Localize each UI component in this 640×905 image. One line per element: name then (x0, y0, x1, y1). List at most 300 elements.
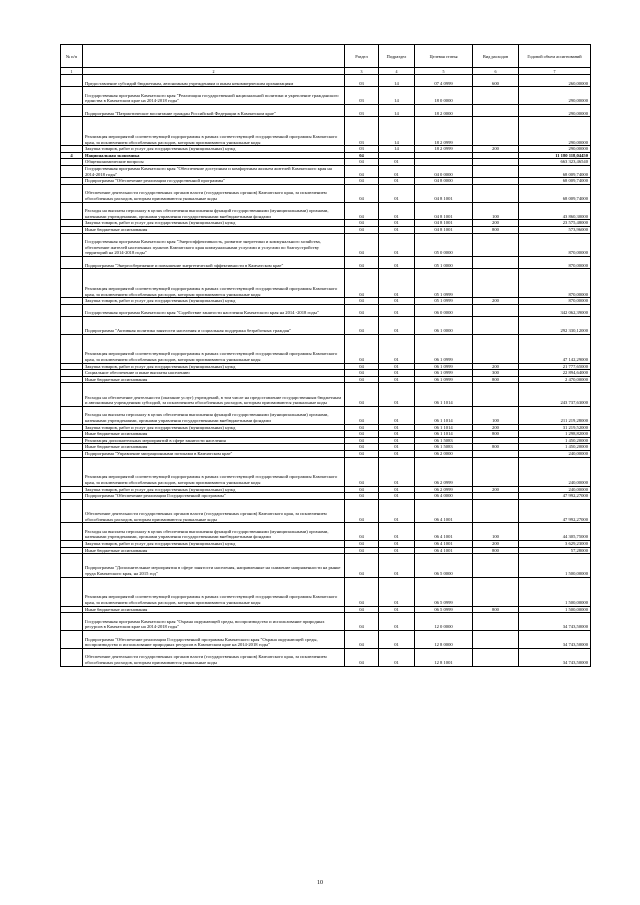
table-row (61, 370, 591, 377)
row-expense-type (473, 304, 519, 316)
row-expense-type: 200 (473, 298, 519, 305)
row-target-article: 18 0 0000 (415, 87, 473, 105)
row-name: Иные бюджетные ассигнования (83, 606, 345, 613)
row-number (61, 648, 83, 666)
row-section: 04 (345, 437, 379, 444)
row-amount: 870,00000 (519, 298, 591, 305)
row-name: Закупка товаров, работ и услуг для государственных (муниципальных) нужд (83, 424, 345, 431)
row-amount: 240,00000 (519, 486, 591, 493)
row-section: 04 (345, 370, 379, 377)
row-amount: 47 992,27000 (519, 499, 591, 522)
table-row (61, 376, 591, 383)
row-target-article: 06 1 0999 (415, 370, 473, 377)
row-target-article: 06 1 5083 (415, 437, 473, 444)
row-section: 04 (345, 178, 379, 185)
row-amount: 43 860,30000 (519, 202, 591, 220)
row-expense-type (473, 256, 519, 268)
row-subsection: 01 (379, 554, 415, 577)
row-number (61, 316, 83, 334)
row-number (61, 165, 83, 177)
row-target-article: 04 8 0000 (415, 178, 473, 185)
table-row (61, 304, 591, 316)
row-expense-type: 200 (473, 540, 519, 547)
row-target-article: 04 8 1001 (415, 184, 473, 202)
row-section: 03 (345, 104, 379, 116)
row-subsection: 01 (379, 523, 415, 541)
table-row (61, 648, 591, 666)
row-amount: 870,00000 (519, 269, 591, 298)
table-row (61, 363, 591, 370)
row-amount: 34 743,50000 (519, 630, 591, 648)
row-expense-type: 200 (473, 363, 519, 370)
row-section: 04 (345, 159, 379, 166)
table-row (61, 424, 591, 431)
row-subsection: 01 (379, 256, 415, 268)
row-target-article: 06 2 0999 (415, 486, 473, 493)
row-expense-type (473, 630, 519, 648)
row-name: Государственная программа Камчатского края "Реализация государственной национальной политики и укрепление гражданского единства в Камчатском крае на 2014-2018 годы" (83, 87, 345, 105)
row-subsection: 14 (379, 104, 415, 116)
row-subsection: 01 (379, 424, 415, 431)
table-row (61, 457, 591, 486)
row-name: Закупка товаров, работ и услуг для государственных (муниципальных) нужд (83, 146, 345, 153)
row-target-article (415, 159, 473, 166)
row-expense-type (473, 269, 519, 298)
row-target-article: 12 8 0000 (415, 630, 473, 648)
row-target-article: 06 4 1001 (415, 547, 473, 554)
row-name: Социальное обеспечение и иные выплаты населению (83, 370, 345, 377)
row-name: Общеэкономические вопросы (83, 159, 345, 166)
row-name: Обеспечение деятельности государственных органов власти (государственных органов) Камчатского края, за исключением обособленных расходов, которым присваиваются уникальные коды (83, 648, 345, 666)
row-amount: 342 062,39000 (519, 304, 591, 316)
row-section: 04 (345, 547, 379, 554)
row-subsection: 14 (379, 75, 415, 87)
row-section: 04 (345, 202, 379, 220)
row-amount: 663 323,46540 (519, 159, 591, 166)
row-number (61, 87, 83, 105)
row-target-article: 06 4 0000 (415, 493, 473, 500)
row-amount: 68 009,74000 (519, 178, 591, 185)
row-expense-type (473, 499, 519, 522)
row-target-article: 06 2 0999 (415, 457, 473, 486)
row-section: 04 (345, 316, 379, 334)
row-name: Подпрограмма "Обеспечение реализации Государственной программы" (83, 493, 345, 500)
col-index: 5 (415, 68, 473, 75)
row-section: 04 (345, 298, 379, 305)
row-target-article: 06 4 1001 (415, 499, 473, 522)
row-subsection: 01 (379, 431, 415, 438)
row-expense-type (473, 613, 519, 631)
row-number (61, 178, 83, 185)
row-subsection: 01 (379, 451, 415, 458)
row-target-article: 18 2 0999 (415, 146, 473, 153)
table-row (61, 117, 591, 146)
row-section: 04 (345, 577, 379, 606)
row-target-article: 04 0 0000 (415, 165, 473, 177)
row-target-article (415, 152, 473, 159)
page-number: 10 (317, 880, 323, 886)
row-name: Иные бюджетные ассигнования (83, 376, 345, 383)
row-number (61, 499, 83, 522)
col-index: 1 (61, 68, 83, 75)
header-row (61, 45, 591, 68)
row-subsection: 01 (379, 540, 415, 547)
row-number: 4 (61, 152, 83, 159)
row-section: 04 (345, 457, 379, 486)
row-number (61, 304, 83, 316)
col-index: 3 (345, 68, 379, 75)
row-number (61, 184, 83, 202)
row-subsection: 01 (379, 159, 415, 166)
row-amount: 2 470,00000 (519, 376, 591, 383)
row-subsection: 01 (379, 376, 415, 383)
row-amount: 47 142,29000 (519, 334, 591, 363)
row-number (61, 363, 83, 370)
col-index: 4 (379, 68, 415, 75)
row-subsection: 01 (379, 269, 415, 298)
row-expense-type (473, 178, 519, 185)
row-number (61, 613, 83, 631)
table-row (61, 256, 591, 268)
table-row (61, 202, 591, 220)
table-row (61, 577, 591, 606)
row-section: 03 (345, 117, 379, 146)
row-number (61, 159, 83, 166)
row-amount: 22 894,64000 (519, 370, 591, 377)
row-target-article: 06 1 1014 (415, 424, 473, 431)
row-subsection: 01 (379, 298, 415, 305)
row-name: Расходы на выплаты персоналу в целях обеспечения выполнения функций государственными (муниципальными) органами, казенными учреждениями, органами управления государственными внебюджетными фондами (83, 523, 345, 541)
row-name: Расходы на выплаты персоналу в целях обеспечения выполнения функций государственными (муниципальными) органами, казенными учреждениями, органами управления государственными внебюджетными фондами (83, 406, 345, 424)
row-number (61, 202, 83, 220)
row-number (61, 226, 83, 233)
row-expense-type (473, 165, 519, 177)
row-amount: 1 500,00000 (519, 554, 591, 577)
row-subsection: 01 (379, 648, 415, 666)
row-target-article: 05 1 0000 (415, 256, 473, 268)
row-section: 04 (345, 613, 379, 631)
table-row (61, 226, 591, 233)
table-row (61, 316, 591, 334)
row-amount: 31 219,52000 (519, 424, 591, 431)
row-expense-type (473, 334, 519, 363)
row-target-article: 06 5 0999 (415, 606, 473, 613)
row-amount: 290,00000 (519, 146, 591, 153)
row-subsection: 01 (379, 499, 415, 522)
row-number (61, 383, 83, 406)
row-number (61, 437, 83, 444)
row-expense-type: 300 (473, 370, 519, 377)
row-name: Расходы на выплаты персоналу в целях обеспечения выполнения функций государственными (муниципальными) органами, казенными учреждениями, органами управления государственными внебюджетными фондами (83, 202, 345, 220)
row-section: 04 (345, 444, 379, 451)
row-expense-type: 100 (473, 523, 519, 541)
table-row (61, 233, 591, 256)
row-subsection: 01 (379, 457, 415, 486)
row-expense-type: 800 (473, 376, 519, 383)
row-amount: 211 219,28000 (519, 406, 591, 424)
row-subsection: 01 (379, 606, 415, 613)
table-row (61, 152, 591, 159)
row-section: 04 (345, 493, 379, 500)
row-subsection: 01 (379, 178, 415, 185)
row-section: 04 (345, 220, 379, 227)
row-expense-type: 100 (473, 202, 519, 220)
row-section: 04 (345, 269, 379, 298)
row-target-article: 06 1 0999 (415, 363, 473, 370)
row-expense-type (473, 87, 519, 105)
row-expense-type (473, 159, 519, 166)
row-target-article: 06 1 1014 (415, 406, 473, 424)
row-subsection: 01 (379, 630, 415, 648)
row-number (61, 146, 83, 153)
row-subsection: 01 (379, 316, 415, 334)
table-row (61, 178, 591, 185)
row-expense-type: 200 (473, 424, 519, 431)
table-body (61, 75, 591, 667)
table-row (61, 269, 591, 298)
table-row (61, 486, 591, 493)
row-expense-type: 800 (473, 606, 519, 613)
row-expense-type (473, 104, 519, 116)
row-amount: 11 180 118,04450 (519, 152, 591, 159)
row-section: 04 (345, 648, 379, 666)
row-target-article: 12 8 1001 (415, 648, 473, 666)
row-name: Реализация мероприятий соответствующей подпрограммы в рамках соответствующей государственной программы Камчатского края, за исключением обособленных расходов, которым присваиваются уникальные коды (83, 269, 345, 298)
row-section: 04 (345, 184, 379, 202)
row-amount: 243 737,63000 (519, 383, 591, 406)
row-number (61, 104, 83, 116)
table-row (61, 75, 591, 87)
row-expense-type (473, 152, 519, 159)
row-name: Национальная экономика (83, 152, 345, 159)
row-target-article: 06 5 0999 (415, 577, 473, 606)
row-section: 03 (345, 75, 379, 87)
row-amount: 260,00000 (519, 75, 591, 87)
row-name: Реализация мероприятий соответствующей подпрограммы в рамках соответствующей государственной программы Камчатского края, за исключением обособленных расходов, которым присваиваются уникальные коды (83, 334, 345, 363)
row-subsection: 14 (379, 87, 415, 105)
row-subsection: 01 (379, 613, 415, 631)
row-name: Подпрограмма "Обеспечение реализации Государственной программы Камчатского края "Охрана окружающей среды, воспроизводство и использование природных ресурсов в Камчатском крае на 2014-2018 годы" (83, 630, 345, 648)
row-number (61, 540, 83, 547)
row-expense-type (473, 554, 519, 577)
row-number (61, 451, 83, 458)
row-name: Закупка товаров, работ и услуг для государственных (муниципальных) нужд (83, 298, 345, 305)
row-target-article: 06 1 5083 (415, 444, 473, 451)
row-expense-type (473, 577, 519, 606)
row-subsection: 01 (379, 547, 415, 554)
row-subsection: 01 (379, 226, 415, 233)
row-expense-type: 800 (473, 444, 519, 451)
col-index: 6 (473, 68, 519, 75)
row-expense-type: 100 (473, 406, 519, 424)
table-row (61, 298, 591, 305)
row-section: 03 (345, 146, 379, 153)
row-name: Иные бюджетные ассигнования (83, 444, 345, 451)
table-row (61, 184, 591, 202)
row-target-article: 18 2 0999 (415, 117, 473, 146)
row-amount: 34 743,50000 (519, 613, 591, 631)
row-name: Подпрограмма "Управление миграционными потоками в Камчатском крае" (83, 451, 345, 458)
table-row (61, 523, 591, 541)
row-target-article: 06 1 0000 (415, 316, 473, 334)
row-number (61, 376, 83, 383)
row-amount: 290,00000 (519, 87, 591, 105)
col-index: 7 (519, 68, 591, 75)
row-subsection: 14 (379, 146, 415, 153)
row-expense-type (473, 493, 519, 500)
row-number (61, 269, 83, 298)
table-row (61, 104, 591, 116)
row-number (61, 486, 83, 493)
row-target-article: 06 1 0999 (415, 334, 473, 363)
row-amount: 1 500,00000 (519, 606, 591, 613)
row-number (61, 630, 83, 648)
row-expense-type (473, 648, 519, 666)
row-number (61, 547, 83, 554)
row-number (61, 233, 83, 256)
row-subsection: 01 (379, 184, 415, 202)
row-amount: 573,96000 (519, 226, 591, 233)
row-amount: 21 777,65000 (519, 363, 591, 370)
row-section: 04 (345, 554, 379, 577)
table-row (61, 547, 591, 554)
table-row (61, 613, 591, 631)
row-target-article: 06 1 1014 (415, 383, 473, 406)
table-row (61, 606, 591, 613)
row-amount: 1 450,20000 (519, 437, 591, 444)
row-expense-type: 200 (473, 146, 519, 153)
table-row (61, 493, 591, 500)
row-amount: 292 330,12000 (519, 316, 591, 334)
row-amount: 870,00000 (519, 233, 591, 256)
row-amount: 240,00000 (519, 457, 591, 486)
row-amount: 57,28000 (519, 547, 591, 554)
row-number (61, 406, 83, 424)
row-target-article: 04 8 1001 (415, 220, 473, 227)
col-header-number: № п/п (61, 45, 83, 68)
row-name: Реализация мероприятий соответствующей подпрограммы в рамках соответствующей государственной программы Камчатского края, за исключением обособленных расходов, которым присваиваются уникальные коды (83, 577, 345, 606)
row-name: Закупка товаров, работ и услуг для государственных (муниципальных) нужд (83, 363, 345, 370)
row-number (61, 457, 83, 486)
table-row (61, 444, 591, 451)
row-expense-type (473, 451, 519, 458)
row-number (61, 554, 83, 577)
row-expense-type: 600 (473, 75, 519, 87)
col-index: 2 (83, 68, 345, 75)
table-row (61, 334, 591, 363)
row-amount: 1 298,82000 (519, 431, 591, 438)
table-row (61, 431, 591, 438)
row-section: 04 (345, 523, 379, 541)
row-name: Иные бюджетные ассигнования (83, 226, 345, 233)
row-section: 04 (345, 630, 379, 648)
col-header-target-article: Целевая статья (415, 45, 473, 68)
row-number (61, 334, 83, 363)
col-header-expense-type: Вид расходов (473, 45, 519, 68)
row-target-article: 12 0 0000 (415, 613, 473, 631)
row-amount: 3 629,23000 (519, 540, 591, 547)
row-section: 04 (345, 486, 379, 493)
row-number (61, 256, 83, 268)
row-number (61, 424, 83, 431)
row-amount: 1 500,00000 (519, 577, 591, 606)
row-name: Реализация мероприятий соответствующей подпрограммы в рамках соответствующей государственной программы Камчатского края, за исключением обособленных расходов, которым присваиваются уникальные коды (83, 117, 345, 146)
row-target-article: 18 2 0000 (415, 104, 473, 116)
row-expense-type: 200 (473, 220, 519, 227)
row-subsection: 01 (379, 202, 415, 220)
table-row (61, 383, 591, 406)
row-expense-type: 800 (473, 431, 519, 438)
row-subsection: 01 (379, 383, 415, 406)
row-target-article: 05 0 0000 (415, 233, 473, 256)
budget-table (60, 44, 591, 667)
row-number (61, 606, 83, 613)
row-amount: 47 992,27000 (519, 493, 591, 500)
row-section: 04 (345, 152, 379, 159)
col-header-name (83, 45, 345, 68)
row-section: 04 (345, 451, 379, 458)
row-target-article: 06 0 0000 (415, 304, 473, 316)
row-name: Закупка товаров, работ и услуг для государственных (муниципальных) нужд (83, 220, 345, 227)
row-section: 03 (345, 87, 379, 105)
row-expense-type (473, 117, 519, 146)
row-number (61, 431, 83, 438)
col-header-annual-volume: Годовой объем ассигнований (519, 45, 591, 68)
row-subsection: 01 (379, 486, 415, 493)
row-expense-type (473, 316, 519, 334)
row-name: Иные бюджетные ассигнования (83, 431, 345, 438)
table-row (61, 451, 591, 458)
row-subsection: 01 (379, 493, 415, 500)
table-row (61, 540, 591, 547)
col-header-section: Раздел (345, 45, 379, 68)
row-target-article: 06 5 0000 (415, 554, 473, 577)
row-target-article: 05 1 0999 (415, 298, 473, 305)
row-amount: 34 743,50000 (519, 648, 591, 666)
row-amount: 870,00000 (519, 256, 591, 268)
row-name: Подпрограмма "Обеспечение реализации государственной программы" (83, 178, 345, 185)
row-name: Государственная программа Камчатского края "Обеспечение доступным и комфортным жильем жителей Камчатского края на 2014-2018 годы" (83, 165, 345, 177)
row-amount: 290,00000 (519, 117, 591, 146)
row-name: Подпрограмма "Дополнительные мероприятия в сфере занятости населения, направленные на снижение напряженности на рынке труда Камчатского края, на 2015 год" (83, 554, 345, 577)
row-amount: 240,00000 (519, 451, 591, 458)
row-name: Обеспечение деятельности государственных органов власти (государственных органов) Камчатского края, за исключением обособленных расходов, которым присваиваются уникальные коды (83, 184, 345, 202)
row-name: Предоставление субсидий бюджетным, автономным учреждениям и иным некоммерческим организациям (83, 75, 345, 87)
row-name: Обеспечение деятельности государственных органов власти (государственных органов) Камчатского края, за исключением обособленных расходов, которым присваиваются уникальные коды (83, 499, 345, 522)
row-section: 04 (345, 363, 379, 370)
row-subsection: 01 (379, 406, 415, 424)
row-subsection: 01 (379, 363, 415, 370)
row-number (61, 444, 83, 451)
row-name: Реализация дополнительных мероприятий в сфере занятости населения (83, 437, 345, 444)
row-subsection: 01 (379, 220, 415, 227)
row-expense-type (473, 233, 519, 256)
row-amount: 23 575,48000 (519, 220, 591, 227)
table-row (61, 406, 591, 424)
row-section: 04 (345, 424, 379, 431)
col-header-subsection: Подраздел (379, 45, 415, 68)
row-number (61, 220, 83, 227)
row-subsection: 14 (379, 117, 415, 146)
row-name: Государственная программа Камчатского края "Охрана окружающей среды, воспроизводство и использование природных ресурсов в Камчатском крае на 2014-2018 годы" (83, 613, 345, 631)
row-subsection: 01 (379, 334, 415, 363)
row-target-article: 06 4 1001 (415, 523, 473, 541)
row-number (61, 493, 83, 500)
table-row (61, 165, 591, 177)
row-amount: 68 009,74000 (519, 165, 591, 177)
row-section: 04 (345, 226, 379, 233)
row-name: Расходы на обеспечение деятельности (оказание услуг) учреждений, в том числе на предоставление государственным бюджетным и автономным учреждениям субсидий, за исключением обособленных расходов, которым присваиваются уникальные коды (83, 383, 345, 406)
